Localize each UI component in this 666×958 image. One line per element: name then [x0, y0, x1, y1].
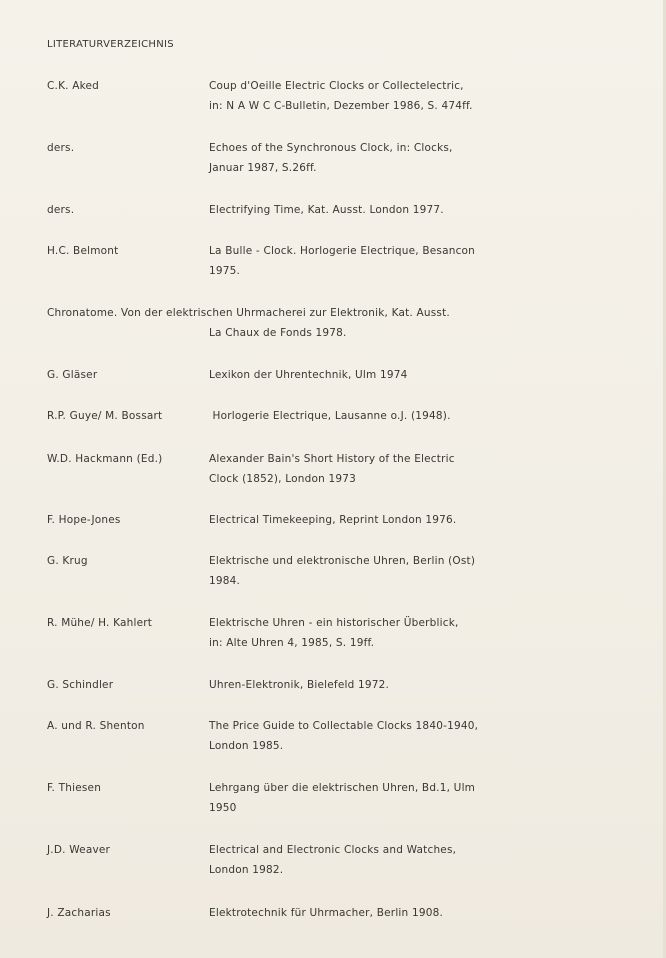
reference-line: 1975.	[209, 265, 241, 277]
reference-line: Alexander Bain's Short History of the Electric	[209, 453, 455, 465]
reference-line: Lehrgang über die elektrischen Uhren, Bd.1, Ulm	[209, 782, 476, 794]
reference-line: in: N A W C C-Bulletin, Dezember 1986, S. 474ff.	[209, 100, 473, 112]
entry-author: G. Krug	[47, 555, 88, 567]
entry-reference	[209, 406, 451, 426]
entry-author: F. Hope-Jones	[47, 514, 121, 526]
entry-reference	[209, 613, 459, 653]
reference-line: Elektrische und elektronische Uhren, Berlin (Ost)	[209, 555, 476, 567]
entry-author: W.D. Hackmann (Ed.)	[47, 453, 163, 465]
entry-reference	[209, 241, 475, 281]
reference-line: Uhren-Elektronik, Bielefeld 1972.	[209, 679, 390, 691]
entry-reference	[209, 716, 478, 756]
entry-reference	[209, 138, 453, 178]
entry-author: F. Thiesen	[47, 782, 102, 794]
entry-author: R.P. Guye/ M. Bossart	[47, 410, 163, 422]
reference-line: Echoes of the Synchronous Clock, in: Clocks,	[209, 142, 453, 154]
reference-line: in: Alte Uhren 4, 1985, S. 19ff.	[209, 637, 375, 649]
entry-author: A. und R. Shenton	[47, 720, 145, 732]
entry-reference	[209, 551, 475, 591]
entry-reference	[209, 200, 444, 220]
entry-author: C.K. Aked	[47, 80, 100, 92]
entry-reference	[209, 778, 475, 818]
entry-author: J. Zacharias	[47, 907, 111, 919]
entry-author: H.C. Belmont	[47, 245, 119, 257]
reference-line: Lexikon der Uhrentechnik, Ulm 1974	[209, 369, 408, 381]
entry-continuation: La Chaux de Fonds 1978.	[209, 327, 347, 339]
entry-reference	[209, 903, 443, 923]
reference-line: Januar 1987, S.26ff.	[209, 162, 317, 174]
entry-full-title: Chronatome. Von der elektrischen Uhrmacherei zur Elektronik, Kat. Ausst.	[47, 307, 450, 319]
entry-author: ders.	[47, 204, 75, 216]
reference-line: La Bulle - Clock. Horlogerie Electrique, Besancon	[209, 245, 476, 257]
reference-line: Clock (1852), London 1973	[209, 473, 357, 485]
reference-line: Elektrotechnik für Uhrmacher, Berlin 1908.	[209, 907, 444, 919]
page-title: LITERATURVERZEICHNIS	[47, 39, 174, 50]
reference-line: Elektrische Uhren - ein historischer Überblick,	[209, 617, 459, 629]
entry-author: J.D. Weaver	[47, 844, 111, 856]
entry-reference	[209, 76, 473, 116]
entry-author: ders.	[47, 142, 75, 154]
entry-author: G. Schindler	[47, 679, 114, 691]
reference-line: Electrical Timekeeping, Reprint London 1976.	[209, 514, 457, 526]
entry-reference	[209, 510, 456, 530]
entry-reference	[209, 840, 456, 880]
reference-line: London 1985.	[209, 740, 284, 752]
reference-line: The Price Guide to Collectable Clocks 1840-1940,	[209, 720, 479, 732]
reference-line: 1984.	[209, 575, 241, 587]
entry-author: G. Gläser	[47, 369, 98, 381]
reference-line: Electrifying Time, Kat. Ausst. London 1977.	[209, 204, 444, 216]
reference-line: 1950	[209, 802, 237, 814]
reference-line: Electrical and Electronic Clocks and Watches,	[209, 844, 457, 856]
entry-author: R. Mühe/ H. Kahlert	[47, 617, 153, 629]
reference-line: Coup d'Oeille Electric Clocks or Collectelectric,	[209, 80, 464, 92]
reference-line: Horlogerie Electrique, Lausanne o.J. (1948).	[209, 410, 451, 422]
entry-reference	[209, 449, 455, 489]
entry-reference	[209, 675, 389, 695]
reference-line: London 1982.	[209, 864, 284, 876]
entry-reference	[209, 365, 408, 385]
